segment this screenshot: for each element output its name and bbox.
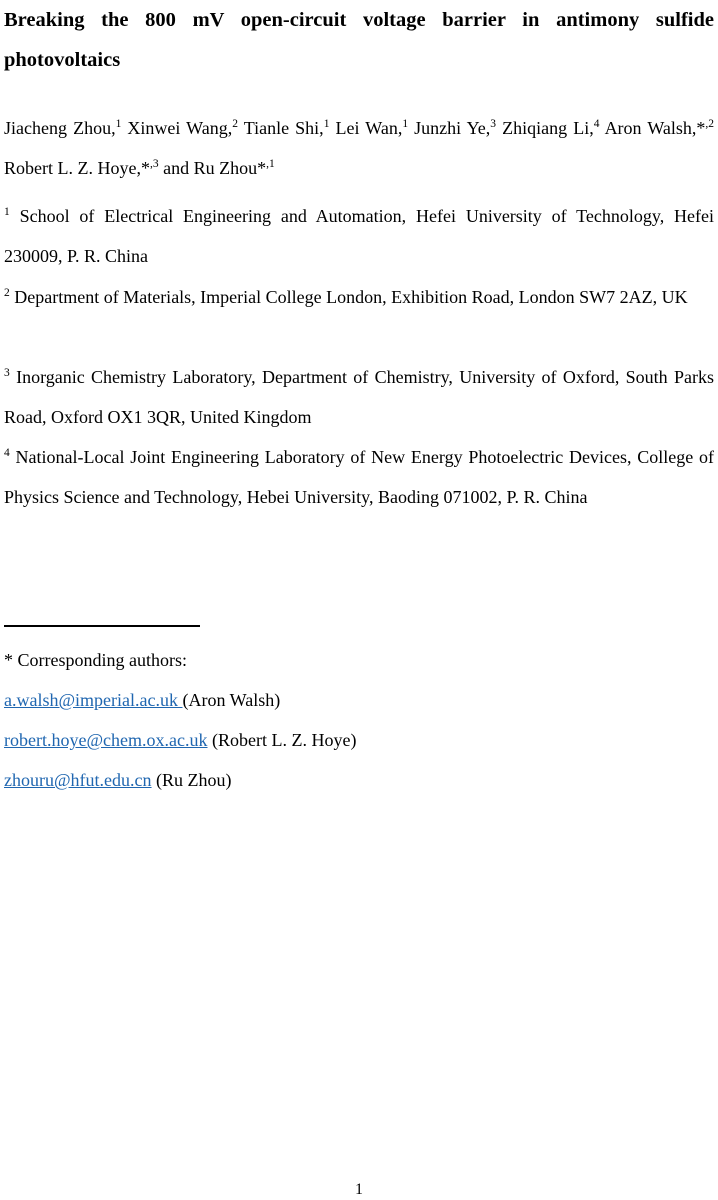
contact-name: (Robert L. Z. Hoye) bbox=[207, 730, 357, 750]
author: Tianle Shi,$^1$ bbox=[243, 118, 330, 138]
contact-line bbox=[4, 680, 356, 720]
author-list bbox=[4, 108, 714, 188]
author: Aron Walsh,*$^{,2}$ bbox=[604, 118, 714, 138]
email-link[interactable]: robert.hoye@chem.ox.ac.uk bbox=[4, 730, 208, 750]
author-affiliation-mark: ,3 bbox=[149, 158, 159, 170]
affiliation-text: National-Local Joint Engineering Laboratory of New Energy Photoelectric Devices, College of Physics Science and Technology, Hebei University, Baoding 071002, P. R. China bbox=[4, 447, 715, 507]
author: Robert L. Z. Hoye,*$^{,3}$ bbox=[4, 158, 159, 178]
contact-line bbox=[4, 720, 356, 760]
author: and Ru Zhou*$^{,1}$ bbox=[163, 158, 275, 178]
affiliation-text: Department of Materials, Imperial College London, Exhibition Road, London SW7 2AZ, UK bbox=[14, 287, 688, 307]
affiliation bbox=[4, 357, 714, 437]
author-affiliation-mark: 1 bbox=[115, 118, 122, 130]
affiliation bbox=[4, 437, 714, 517]
email-link[interactable]: a.walsh@imperial.ac.uk bbox=[4, 690, 183, 710]
author: Xinwei Wang,$^2$ bbox=[127, 118, 238, 138]
author-affiliation-mark: 3 bbox=[490, 118, 497, 130]
paper-title: Breaking the 800 mV open-circuit voltage barrier in antimony sulfide photovoltaics bbox=[4, 9, 714, 71]
footnote-divider bbox=[4, 625, 200, 627]
author: Lei Wan,$^1$ bbox=[335, 118, 409, 138]
author-affiliation-mark: ,2 bbox=[705, 118, 714, 130]
author: Zhiqiang Li,$^4$ bbox=[502, 118, 600, 138]
author: Jiacheng Zhou,$^1$ bbox=[4, 118, 122, 138]
affiliation-number: 4 bbox=[4, 447, 10, 459]
author-affiliation-mark: 1 bbox=[323, 118, 330, 130]
author-affiliation-mark: 1 bbox=[402, 118, 409, 130]
affiliation bbox=[4, 196, 714, 276]
email-link[interactable]: zhouru@hfut.edu.cn bbox=[4, 770, 152, 790]
contact-name: (Aron Walsh) bbox=[182, 690, 281, 710]
corresponding-authors bbox=[4, 640, 356, 800]
affiliation-text: School of Electrical Engineering and Automation, Hefei University of Technology, Hefei 230009, P. R. China bbox=[4, 206, 715, 266]
affiliation-number: 2 bbox=[4, 287, 10, 299]
contact-name: (Ru Zhou) bbox=[151, 770, 232, 790]
author-affiliation-mark: ,1 bbox=[266, 158, 275, 170]
affiliation-number: 3 bbox=[4, 367, 10, 379]
contact-line bbox=[4, 760, 356, 800]
author: Junzhi Ye,$^3$ bbox=[414, 118, 497, 138]
affiliation-number: 1 bbox=[4, 206, 10, 218]
affiliation-text: Inorganic Chemistry Laboratory, Department of Chemistry, University of Oxford, South Parks Road, Oxford OX1 3QR, United Kingdom bbox=[4, 367, 715, 427]
affiliation bbox=[4, 277, 714, 317]
author-affiliation-mark: 4 bbox=[593, 118, 600, 130]
author-affiliation-mark: 2 bbox=[232, 118, 238, 130]
page-number: 1 bbox=[355, 1181, 363, 1198]
corresponding-heading: * Corresponding authors: bbox=[4, 650, 187, 670]
